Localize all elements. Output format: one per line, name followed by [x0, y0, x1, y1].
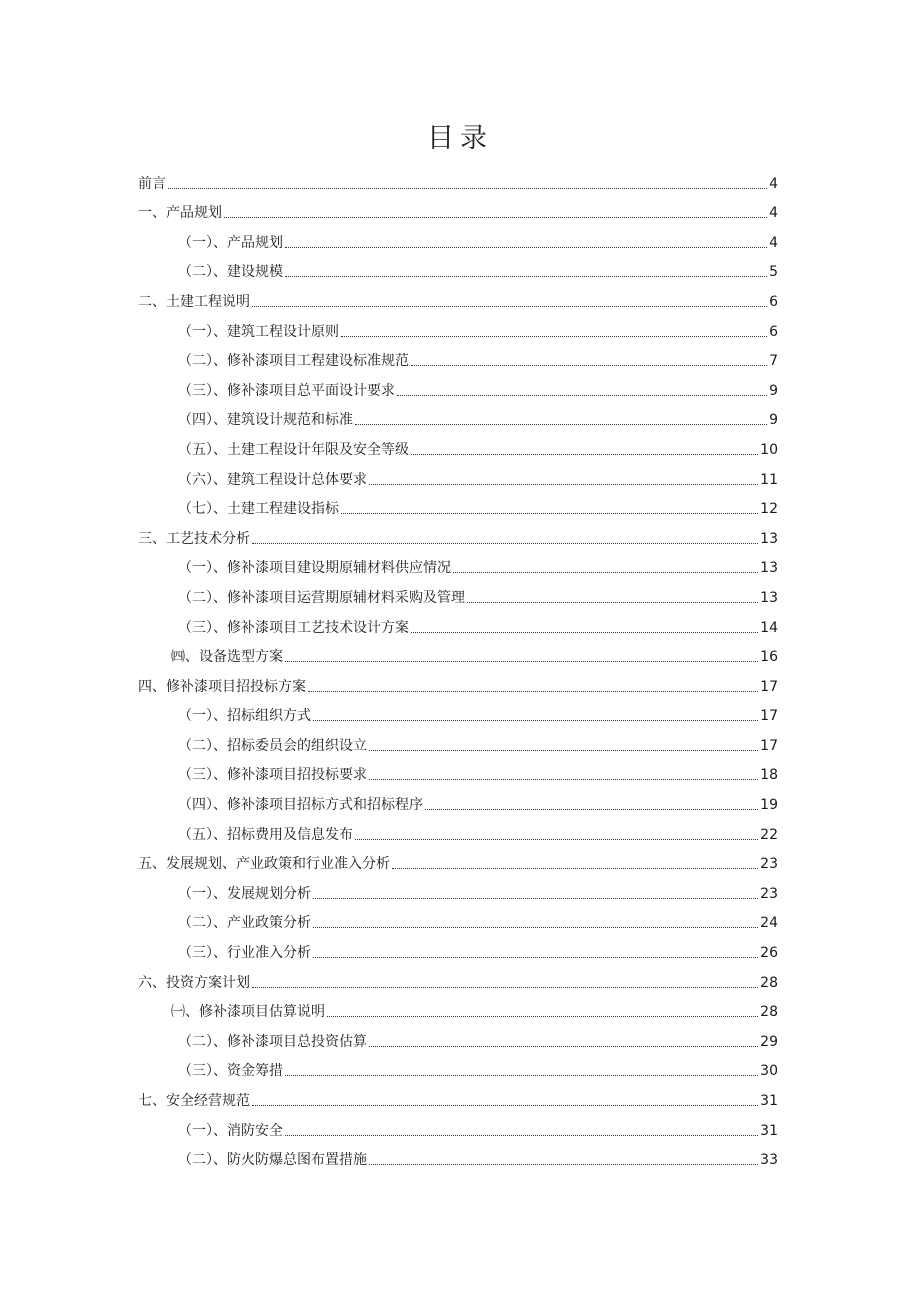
- toc-section-entry[interactable]: [138, 1054, 778, 1084]
- toc-entry-page-number: 26: [760, 945, 778, 962]
- toc-section-entry[interactable]: [138, 255, 778, 285]
- toc-entry-page-number: 17: [760, 678, 778, 695]
- toc-entry-page-number: 4: [769, 234, 778, 251]
- dot-leader: [285, 276, 767, 277]
- toc-section-entry[interactable]: [138, 817, 778, 847]
- dot-leader: [425, 809, 758, 810]
- toc-entry-page-number: 13: [760, 530, 778, 547]
- dot-leader: [313, 927, 758, 928]
- toc-entry-page-number: 16: [760, 649, 778, 666]
- toc-section-entry[interactable]: [138, 314, 778, 344]
- toc-entry-label: （七）、土建工程建设指标: [178, 501, 339, 518]
- toc-entry-label: （六）、建筑工程设计总体要求: [178, 471, 367, 488]
- toc-chapter-entry[interactable]: [138, 1083, 778, 1113]
- toc-title: 目录: [427, 123, 493, 154]
- toc-chapter-entry[interactable]: [138, 166, 778, 196]
- dot-leader: [285, 661, 758, 662]
- toc-entry-page-number: 5: [769, 264, 778, 281]
- toc-entry-page-number: 13: [760, 560, 778, 577]
- dot-leader: [313, 898, 758, 899]
- toc-entry-page-number: 12: [760, 501, 778, 518]
- dot-leader: [355, 839, 758, 840]
- dot-leader: [252, 306, 767, 307]
- toc-entry-label: ㈠、修补漆项目估算说明: [171, 1004, 325, 1021]
- dot-leader: [224, 217, 767, 218]
- toc-entry-label: ㈣、设备选型方案: [171, 649, 283, 666]
- toc-entry-page-number: 14: [760, 619, 778, 636]
- toc-section-entry[interactable]: [138, 728, 778, 758]
- toc-section-entry[interactable]: [138, 551, 778, 581]
- toc-entry-label: （三）、修补漆项目总平面设计要求: [178, 382, 395, 399]
- toc-section-entry[interactable]: [138, 432, 778, 462]
- toc-entry-page-number: 11: [760, 471, 778, 488]
- toc-chapter-entry[interactable]: [138, 284, 778, 314]
- dot-leader: [355, 424, 767, 425]
- dot-leader: [369, 779, 758, 780]
- dot-leader: [397, 395, 767, 396]
- toc-entry-page-number: 24: [760, 915, 778, 932]
- toc-entry-label: 四、修补漆项目招投标方案: [138, 678, 306, 695]
- dot-leader: [313, 720, 758, 721]
- toc-entry-page-number: 6: [769, 323, 778, 340]
- dot-leader: [369, 1164, 758, 1165]
- toc-section-entry[interactable]: [138, 906, 778, 936]
- toc-chapter-entry[interactable]: [138, 847, 778, 877]
- toc-entry-label: （三）、资金筹措: [178, 1063, 283, 1080]
- toc-section-entry[interactable]: [138, 935, 778, 965]
- toc-entry-label: （二）、修补漆项目运营期原辅材料采购及管理: [178, 589, 465, 606]
- toc-section-entry[interactable]: [138, 1024, 778, 1054]
- toc-chapter-entry[interactable]: [138, 669, 778, 699]
- toc-entry-label: （二）、招标委员会的组织设立: [178, 737, 367, 754]
- toc-entry-page-number: 22: [760, 826, 778, 843]
- toc-section-entry[interactable]: [138, 492, 778, 522]
- toc-entry-label: 二、土建工程说明: [138, 293, 250, 310]
- toc-entry-page-number: 4: [769, 175, 778, 192]
- toc-section-entry[interactable]: [138, 580, 778, 610]
- toc-entry-label: 六、投资方案计划: [138, 974, 250, 991]
- toc-section-entry[interactable]: [138, 403, 778, 433]
- dot-leader: [411, 365, 767, 366]
- toc-entry-label: （一）、产品规划: [178, 234, 283, 251]
- toc-section-entry[interactable]: [138, 610, 778, 640]
- dot-leader: [411, 454, 758, 455]
- toc-entry-label: 前言: [138, 175, 166, 192]
- toc-section-entry[interactable]: [138, 344, 778, 374]
- dot-leader: [252, 987, 758, 988]
- toc-section-entry[interactable]: [138, 1113, 778, 1143]
- toc-entry-page-number: 19: [760, 797, 778, 814]
- dot-leader: [369, 750, 758, 751]
- dot-leader: [285, 1135, 758, 1136]
- toc-entry-page-number: 23: [760, 856, 778, 873]
- toc-entry-page-number: 9: [769, 382, 778, 399]
- dot-leader: [308, 691, 758, 692]
- toc-entry-label: （一）、招标组织方式: [178, 708, 311, 725]
- toc-entry-label: （一）、修补漆项目建设期原辅材料供应情况: [178, 560, 451, 577]
- toc-entry-page-number: 28: [760, 1004, 778, 1021]
- toc-entry-label: （一）、消防安全: [178, 1122, 283, 1139]
- toc-entry-label: 五、发展规划、产业政策和行业准入分析: [138, 856, 390, 873]
- dot-leader: [252, 543, 758, 544]
- dot-leader: [392, 868, 758, 869]
- toc-list: [138, 166, 778, 1172]
- dot-leader: [285, 247, 767, 248]
- toc-section-entry[interactable]: [138, 699, 778, 729]
- toc-entry-page-number: 17: [760, 708, 778, 725]
- toc-entry-page-number: 30: [760, 1063, 778, 1080]
- toc-entry-page-number: 28: [760, 974, 778, 991]
- toc-entry-label: （二）、修补漆项目总投资估算: [178, 1033, 367, 1050]
- dot-leader: [369, 1046, 758, 1047]
- dot-leader: [168, 188, 767, 189]
- toc-entry-label: （二）、建设规模: [178, 264, 283, 281]
- toc-entry-label: （四）、建筑设计规范和标准: [178, 412, 353, 429]
- toc-entry-page-number: 9: [769, 412, 778, 429]
- dot-leader: [327, 1016, 758, 1017]
- toc-entry-page-number: 10: [760, 441, 778, 458]
- toc-entry-page-number: 4: [769, 205, 778, 222]
- dot-leader: [341, 336, 767, 337]
- toc-entry-page-number: 7: [769, 353, 778, 370]
- toc-entry-page-number: 33: [760, 1152, 778, 1169]
- toc-entry-label: （二）、产业政策分析: [178, 915, 311, 932]
- toc-entry-page-number: 29: [760, 1033, 778, 1050]
- toc-section-entry[interactable]: [138, 1143, 778, 1173]
- toc-entry-label: 三、工艺技术分析: [138, 530, 250, 547]
- toc-entry-label: （四）、修补漆项目招标方式和招标程序: [178, 797, 423, 814]
- toc-section-entry[interactable]: [138, 787, 778, 817]
- toc-entry-page-number: 13: [760, 589, 778, 606]
- dot-leader: [369, 484, 758, 485]
- toc-entry-label: （一）、发展规划分析: [178, 885, 311, 902]
- dot-leader: [467, 602, 758, 603]
- toc-section-entry[interactable]: [138, 995, 778, 1025]
- toc-entry-label: （二）、防火防爆总图布置措施: [178, 1152, 367, 1169]
- toc-entry-page-number: 18: [760, 767, 778, 784]
- toc-section-entry[interactable]: [138, 640, 778, 670]
- toc-section-entry[interactable]: [138, 225, 778, 255]
- toc-entry-label: 一、产品规划: [138, 205, 222, 222]
- toc-chapter-entry[interactable]: [138, 196, 778, 226]
- toc-entry-page-number: 31: [760, 1122, 778, 1139]
- toc-entry-label: （五）、土建工程设计年限及安全等级: [178, 441, 409, 458]
- toc-entry-label: （三）、行业准入分析: [178, 945, 311, 962]
- dot-leader: [313, 957, 758, 958]
- toc-entry-page-number: 6: [769, 293, 778, 310]
- toc-entry-label: （五）、招标费用及信息发布: [178, 826, 353, 843]
- toc-section-entry[interactable]: [138, 758, 778, 788]
- toc-entry-label: 七、安全经营规范: [138, 1093, 250, 1109]
- toc-entry-label: （三）、修补漆项目工艺技术设计方案: [178, 619, 409, 636]
- toc-chapter-entry[interactable]: [138, 965, 778, 995]
- toc-section-entry[interactable]: [138, 373, 778, 403]
- dot-leader: [285, 1075, 758, 1076]
- toc-entry-page-number: 31: [760, 1093, 778, 1109]
- toc-chapter-entry[interactable]: [138, 521, 778, 551]
- toc-entry-page-number: 17: [760, 737, 778, 754]
- dot-leader: [341, 513, 758, 514]
- toc-entry-label: （二）、修补漆项目工程建设标准规范: [178, 353, 409, 370]
- dot-leader: [411, 632, 758, 633]
- toc-section-entry[interactable]: [138, 462, 778, 492]
- dot-leader: [252, 1105, 758, 1106]
- toc-entry-page-number: 23: [760, 885, 778, 902]
- dot-leader: [453, 572, 758, 573]
- toc-entry-label: （三）、修补漆项目招投标要求: [178, 767, 367, 784]
- toc-entry-label: （一）、建筑工程设计原则: [178, 323, 339, 340]
- toc-section-entry[interactable]: [138, 876, 778, 906]
